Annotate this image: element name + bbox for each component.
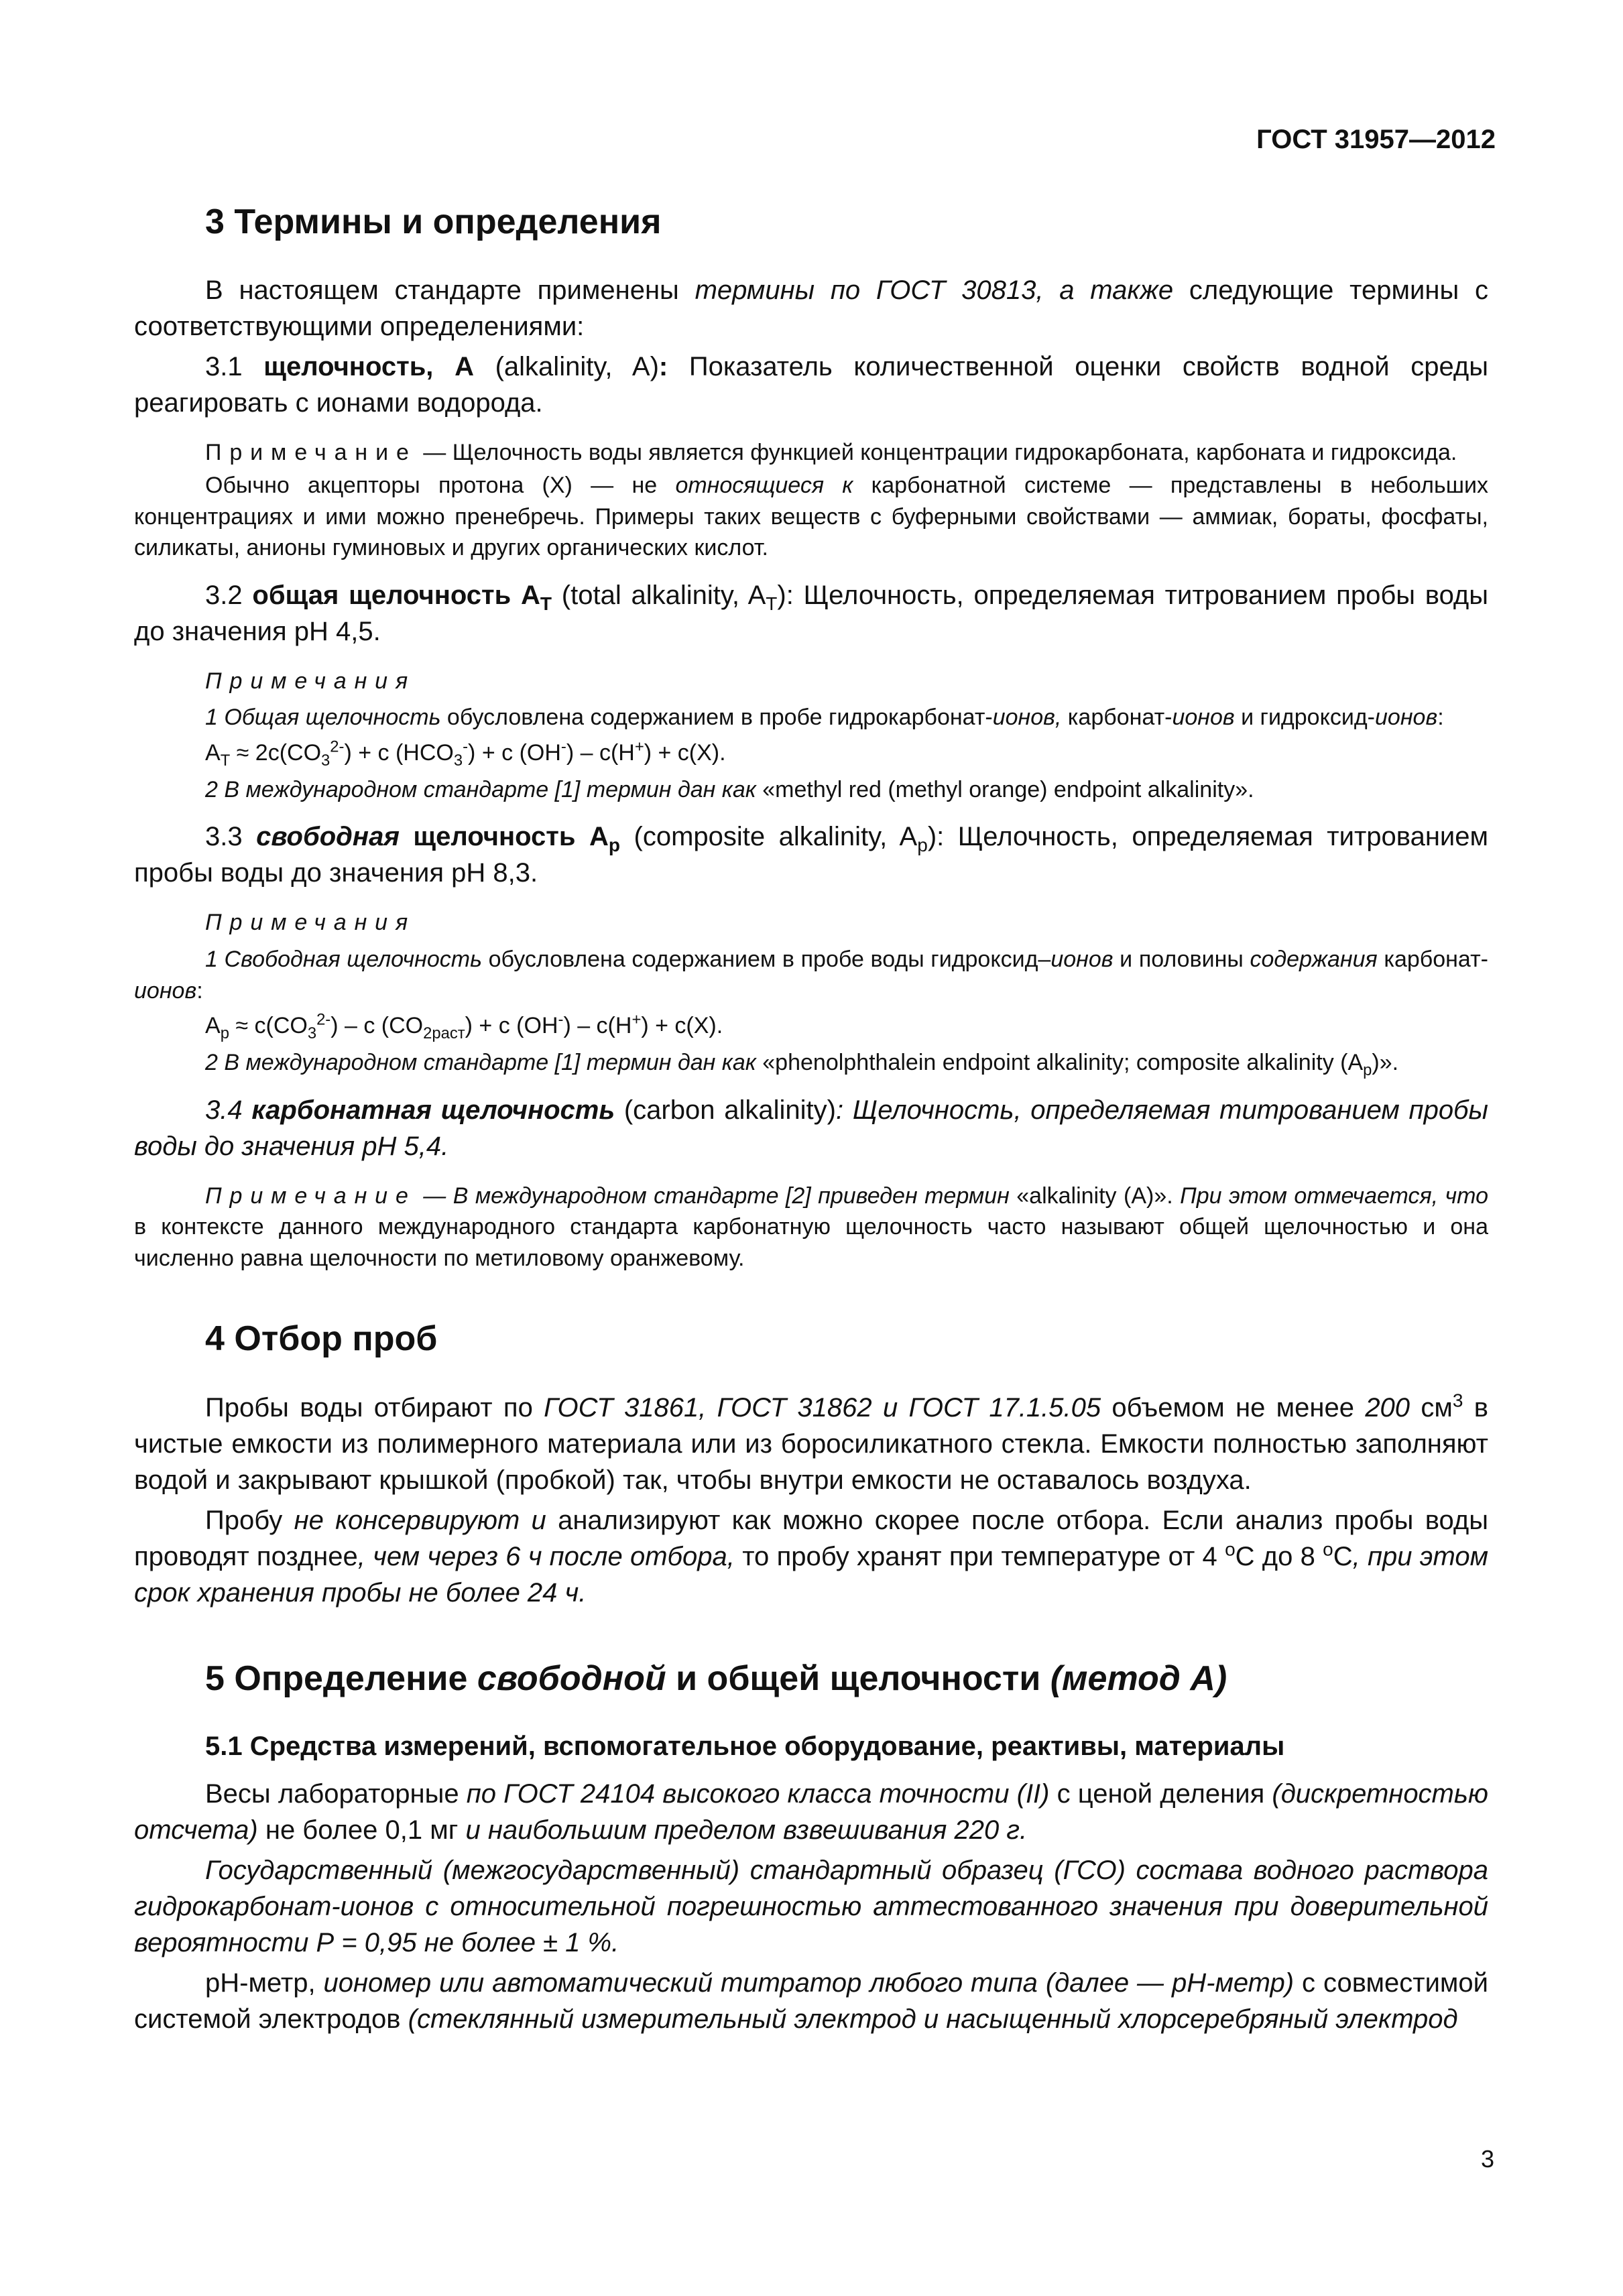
notes-3-3-label: Примечания xyxy=(205,910,416,936)
section-4-para-2: Пробу не консервируют и анализируют как можно скорее после отбора. Если анализ пробы воды проводят позднее, чем через 6 ч после отбора, то пробу хранят при температуре от 4 $^о$С до 8 $^о$С, при этом срок хранения пробы не более 24 ч. xyxy=(134,1505,1489,1608)
notes-3-2-label: Примечания xyxy=(205,668,416,694)
section-3-title: 3 Термины и определения xyxy=(205,202,662,241)
note-3-4: Примечание — В международном стандарте [2] приведен термин «alkalinity (A)». При этом отмечается, что в контексте данного международного стандарта карбонатную щелочность часто называют общей щелочностью и она численно равна щелочности по метиловому оранжевому. xyxy=(134,1183,1488,1271)
section-5-para-2: Государственный (межгосударственный) стандартный образец (ГСО) состава водного раствора гидрокарбонат-ионов с относительной погрешностью аттестованного значения при доверительной вероятности Р = 0,95 не более ± 1 %. xyxy=(134,1856,1488,1958)
term-3-2: 3.2 общая щелочность $A_T$ (total alkalinity, $A_T$): Щелочность, определяемая титрованием пробы воды до значения pH 4,5. xyxy=(134,580,1489,646)
note-3-3-1: 1 Свободная щелочность обусловлена содержанием в пробе воды гидроксид–ионов и половины содержания карбонат-ионов: xyxy=(134,947,1488,1004)
section-5-title: 5 Определение свободной и общей щелочности (метод А) xyxy=(205,1658,1227,1698)
section-4-title: 4 Отбор проб xyxy=(205,1319,438,1359)
subsection-5-1-title: 5.1 Средства измерений, вспомогательное оборудование, реактивы, материалы xyxy=(205,1732,1285,1762)
note-3-2-1: 1 Общая щелочность обусловлена содержанием в пробе гидрокарбонат-ионов, карбонат-ионов и гидроксид-ионов: xyxy=(205,705,1444,731)
formula-3-2: $A_T \approx 2c(CO_3^{2-}) + c$ $(HCO_3^-) + c$ (OH-) – c(H+) + c(X). xyxy=(205,737,726,770)
formula-3-3: $A_p \approx c(CO_3^{2-}) - c$ $(CO_{2раст}) + c$ (OH-) – c(H+) + c(X). xyxy=(205,1010,723,1042)
term-3-1: 3.1 щелочность, А (alkalinity, A): Показатель количественной оценки свойств водной среды реагировать с ионами водорода. xyxy=(134,352,1488,418)
section-5-para-3: pH-метр, иономер или автоматический титратор любого типа (далее — pH-метр) с совместимой системой электродов (стеклянный измерительный электрод и насыщенный хлорсеребряный электрод xyxy=(134,1968,1488,2035)
note-3-2-2: 2 В международном стандарте [1] термин дан как «methyl red (methyl orange) endpoint alkalinity». xyxy=(205,776,1254,802)
section-4-para-1: Пробы воды отбирают по ГОСТ 31861, ГОСТ 31862 и ГОСТ 17.1.5.05 объемом не менее 200 $см^3$ в чистые емкости из полимерного материала или из боросиликатного стекла. Емкости полностью заполняют водой и закрывают крышкой (пробкой) так, чтобы внутри емкости не оставалось воздуха. xyxy=(134,1390,1488,1495)
page-number: 3 xyxy=(1480,2145,1494,2173)
note-3-3-2: 2 В международном стандарте [1] термин дан как «phenolphthalein endpoint alkalinity; composite alkalinity $(A_p)$». xyxy=(205,1050,1399,1079)
section-5-para-1: Весы лабораторные по ГОСТ 24104 высокого класса точности (II) с ценой деления (дискретностью отсчета) не более 0,1 мг и наибольшим пределом взвешивания 220 г. xyxy=(134,1779,1488,1846)
term-3-3: 3.3 свободная щелочность $A_p$ (composite alkalinity, $A_p$): Щелочность, определяемая титрованием пробы воды до значения pH 8,3. xyxy=(134,822,1489,888)
document-header: ГОСТ 31957—2012 xyxy=(1256,125,1496,154)
note-3-1-b: Обычно акцепторы протона (X) — не относящиеся к карбонатной системе — представлены в небольших концентрациях и ими можно пренебречь. Примеры таких веществ с буферными свойствами — аммиак, бораты, фосфаты, силикаты, анионы гуминовых и других органических кислот. xyxy=(134,472,1488,561)
term-3-4: 3.4 карбонатная щелочность (carbon alkalinity): Щелочность, определяемая титрованием пробы воды до значения pH 5,4. xyxy=(134,1095,1488,1161)
section-3-intro: В настоящем стандарте применены термины по ГОСТ 30813, а также следующие термины с соответствующими определениями: xyxy=(134,276,1489,342)
note-3-1: Примечание — Щелочность воды является функцией концентрации гидрокарбоната, карбоната и гидроксида. xyxy=(205,440,1457,466)
page-content xyxy=(134,201,1488,2041)
